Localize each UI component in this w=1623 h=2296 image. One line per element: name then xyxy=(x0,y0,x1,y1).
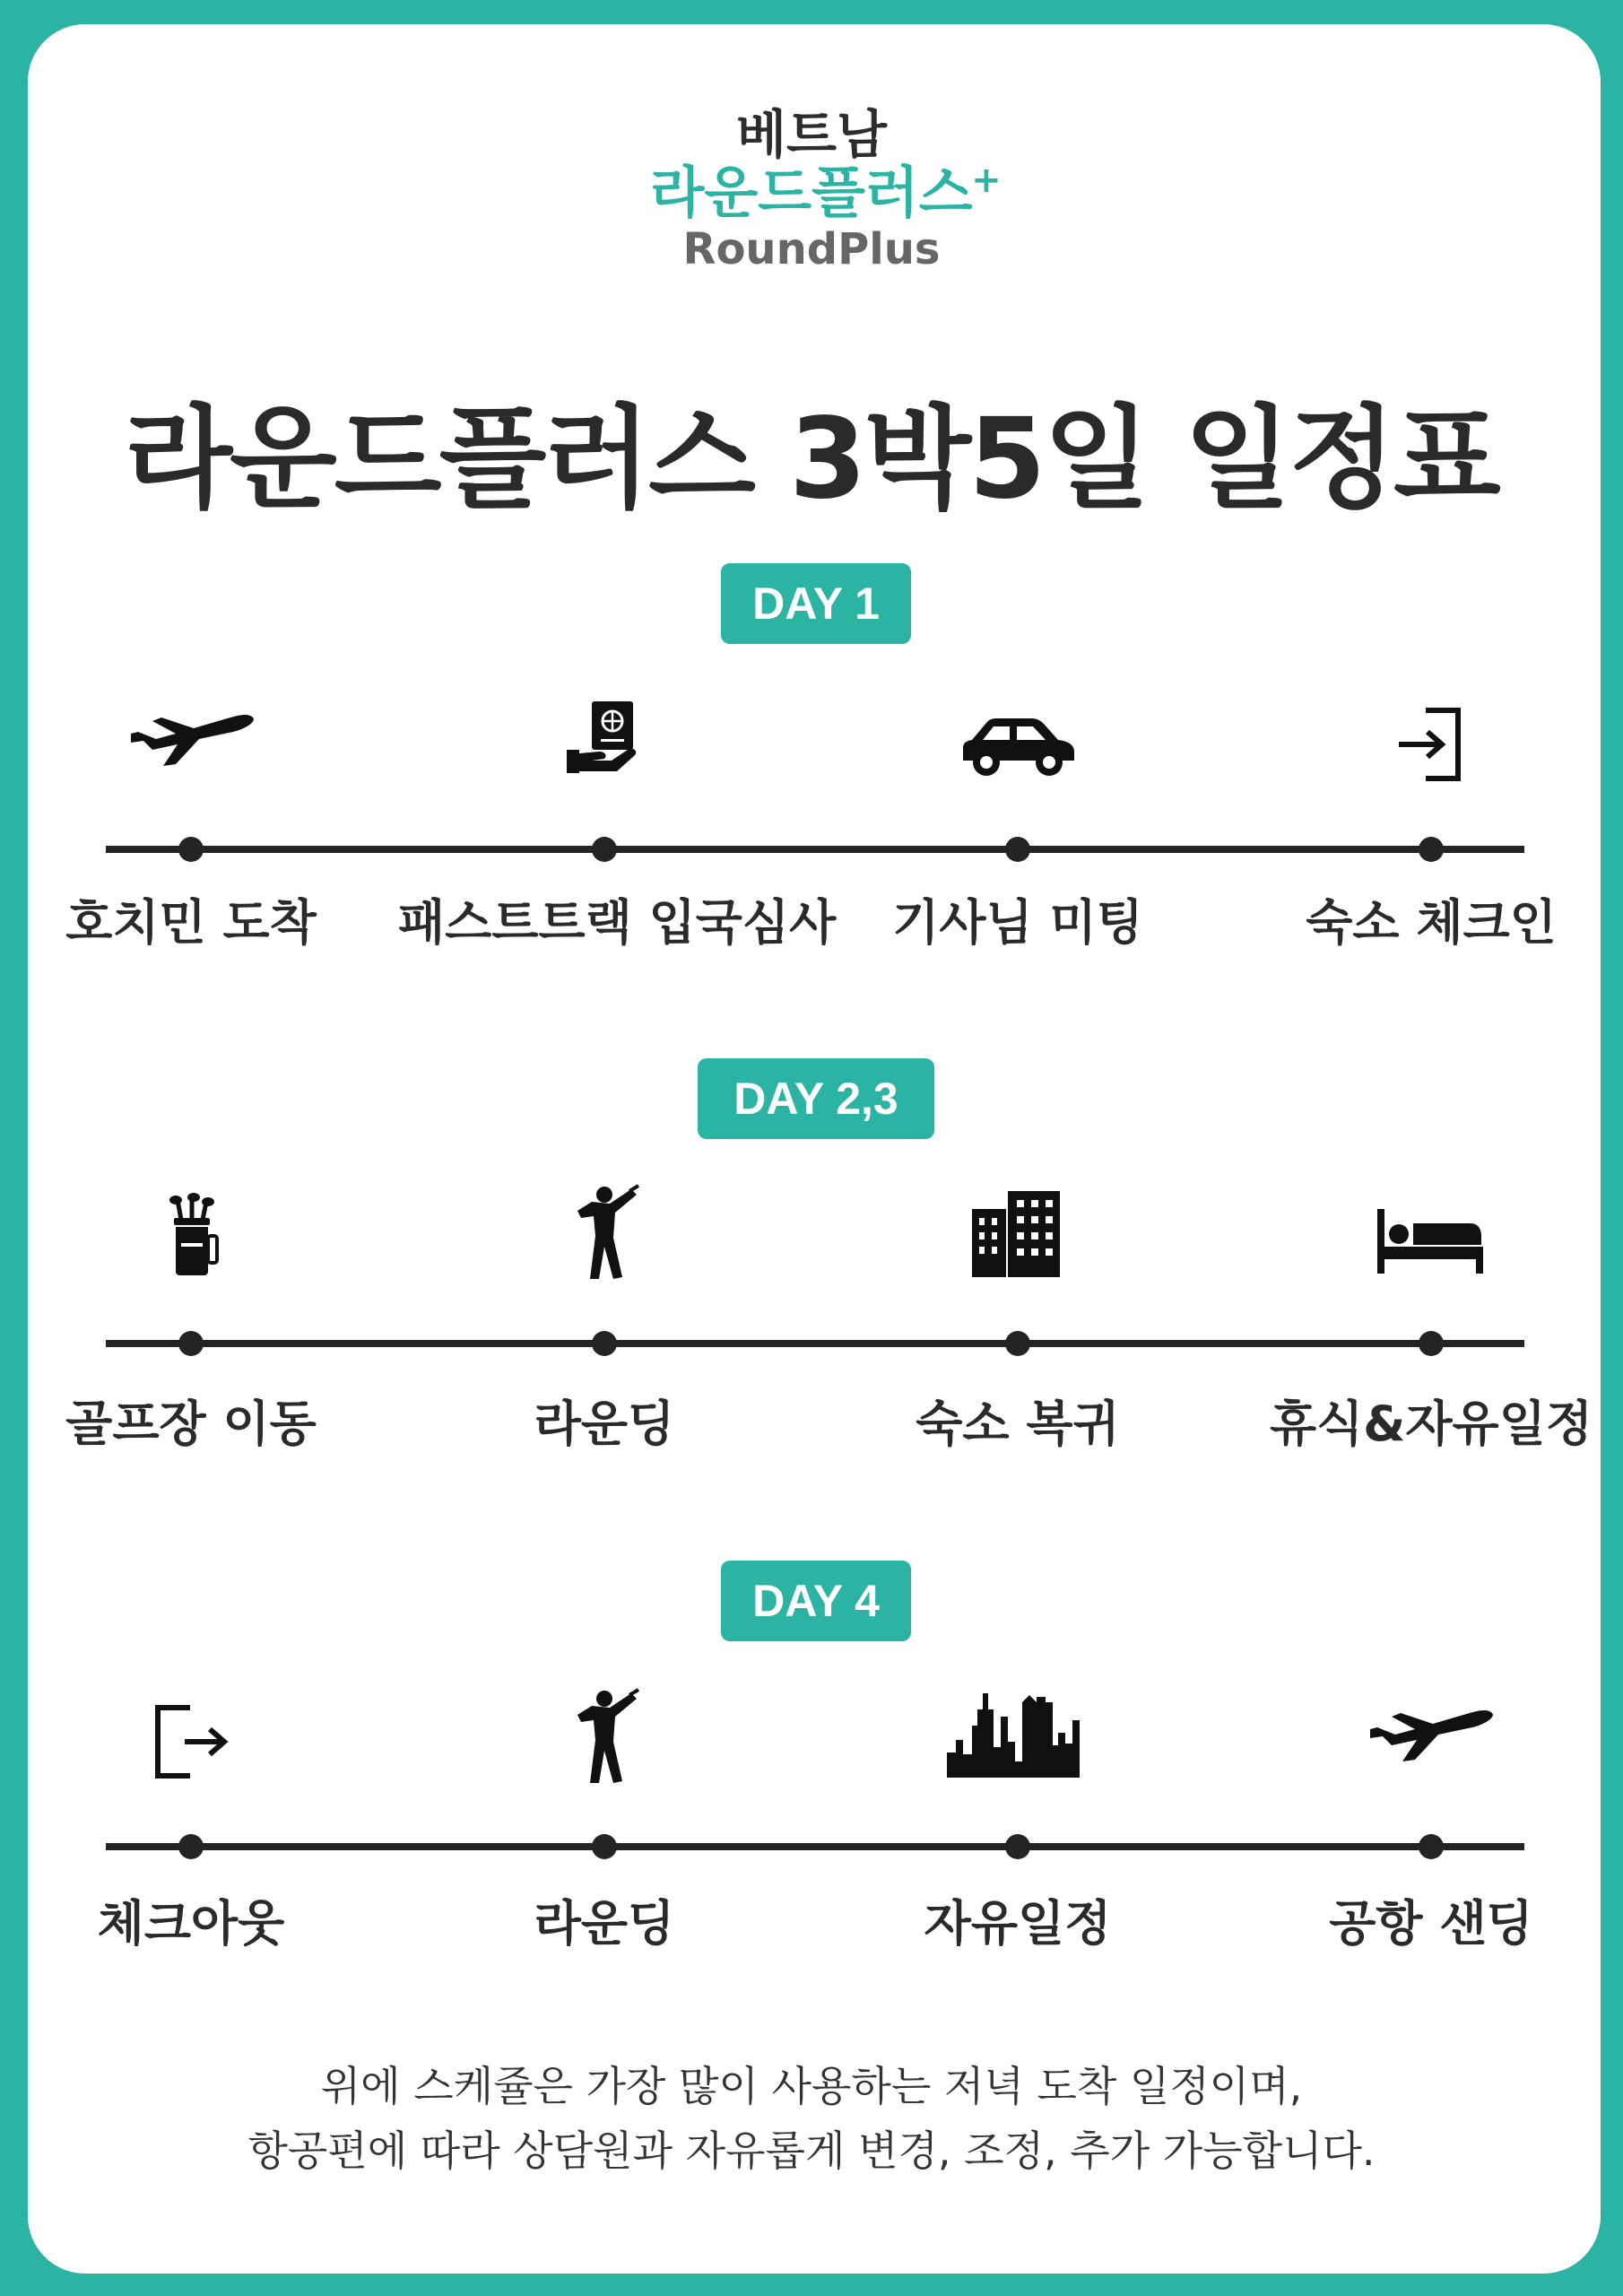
building-icon xyxy=(970,1189,1063,1279)
stop-label: 라운딩 xyxy=(534,1396,675,1452)
airplane-icon xyxy=(1365,1704,1499,1776)
stop-label: 공항 샌딩 xyxy=(1329,1895,1533,1952)
timeline-dot xyxy=(1419,1331,1444,1356)
golf-bag-icon xyxy=(167,1193,221,1275)
footer-note-line: 위에 스케쥴은 가장 많이 사용하는 저녁 도착 일정이며, xyxy=(320,2062,1303,2110)
page-title: 라운드플러스 3박5일 일정표 xyxy=(125,395,1498,524)
footer-note-line: 항공편에 따라 상담원과 자유롭게 변경, 조정, 추가 가능합니다. xyxy=(247,2126,1376,2175)
day-1-badge: DAY 1 xyxy=(721,563,911,644)
stop-label: 패스트트랙 입국심사 xyxy=(398,894,837,951)
logo-brand-english: RoundPlus xyxy=(682,224,941,274)
golfer-icon xyxy=(574,1688,642,1787)
day-4-timeline xyxy=(106,1843,1524,1850)
stop-label: 휴식&자유일정 xyxy=(1269,1396,1593,1452)
timeline-dot xyxy=(178,1331,204,1356)
timeline-dot xyxy=(592,837,617,862)
day-2-3-badge: DAY 2,3 xyxy=(698,1058,934,1139)
passport-hand-icon xyxy=(565,700,646,780)
check-out-icon xyxy=(154,1704,230,1779)
car-icon xyxy=(956,716,1078,780)
logo-brand-korean xyxy=(650,160,1002,225)
brand-logo xyxy=(0,106,1623,276)
timeline-dot xyxy=(1419,837,1444,862)
golfer-icon xyxy=(574,1184,642,1283)
stop-label: 체크아웃 xyxy=(97,1895,285,1952)
footer-note xyxy=(0,2054,1623,2183)
stop-label: 자유일정 xyxy=(924,1895,1112,1952)
day-4-badge: DAY 4 xyxy=(721,1561,911,1641)
stop-label: 숙소 체크인 xyxy=(1306,894,1557,951)
check-in-icon xyxy=(1395,707,1463,782)
day-2-3-timeline xyxy=(106,1340,1524,1347)
timeline-dot xyxy=(1005,837,1030,862)
airplane-icon xyxy=(126,709,260,780)
stop-label: 골프장 이동 xyxy=(65,1396,317,1452)
timeline-dot xyxy=(1005,1331,1030,1356)
stop-label: 호치민 도착 xyxy=(65,894,317,951)
day-1-timeline xyxy=(106,846,1524,853)
timeline-dot xyxy=(178,837,204,862)
logo-plus-mark: + xyxy=(971,160,1002,201)
bed-icon xyxy=(1376,1207,1485,1275)
stop-label: 숙소 복귀 xyxy=(916,1396,1120,1452)
timeline-dot xyxy=(592,1834,617,1859)
logo-country: 베트남 xyxy=(735,104,888,165)
timeline-dot xyxy=(1005,1834,1030,1859)
logo-brand-text: 라운드플러스 xyxy=(650,160,973,225)
stop-label: 기사님 미팅 xyxy=(892,894,1143,951)
timeline-dot xyxy=(592,1331,617,1356)
stop-label: 라운딩 xyxy=(534,1895,675,1952)
city-skyline-icon xyxy=(947,1690,1087,1779)
timeline-dot xyxy=(178,1834,204,1859)
timeline-dot xyxy=(1419,1834,1444,1859)
